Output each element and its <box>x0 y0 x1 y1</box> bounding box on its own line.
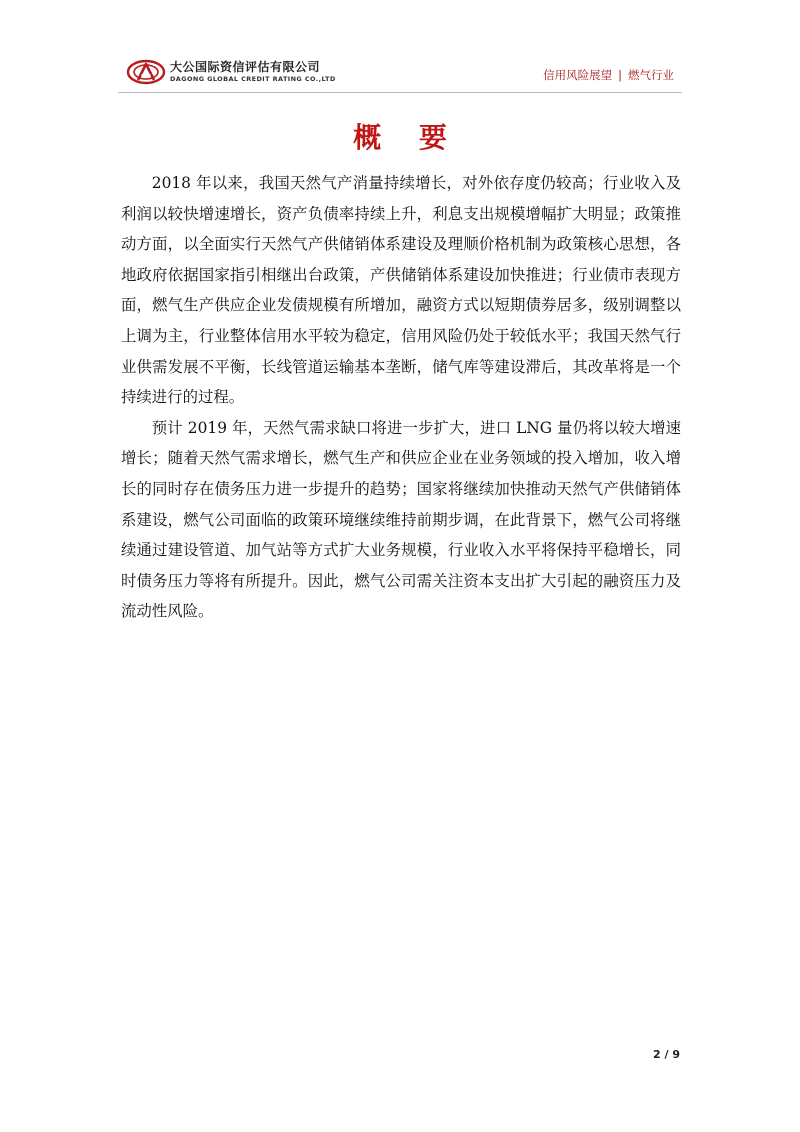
report-type: 信用风险展望 <box>543 68 613 82</box>
page-title: 概 要 <box>353 121 461 154</box>
header-separator: | <box>618 68 622 82</box>
summary-paragraph-1: 2018 年以来，我国天然气产消量持续增长，对外依存度仍较高；行业收入及利润以较快增速增长，资产负债率持续上升，利息支出规模增幅扩大明显；政策推动方面，以全面实行天然气产供储销体系建设及理顺价格机制为政策核心思想，各地政府依据国家指引相继出台政策，产供储销体系建设加快推进；行业债市表现方面，燃气生产供应企业发债规模有所增加，融资方式以短期债券居多，级别调整以上调为主，行业整体信用水平较为稳定，信用风险仍处于较低水平；我国天然气行业供需发展不平衡，长线管道运输基本垄断，储气库等建设滞后，其改革将是一个持续进行的过程。 <box>121 174 681 407</box>
summary-paragraph-2: 预计 2019 年，天然气需求缺口将进一步扩大，进口 LNG 量仍将以较大增速增长；随着天然气需求增长，燃气生产和供应企业在业务领域的投入增加，收入增长的同时存在债务压力进一步提升的趋势；国家将继续加快推动天然气产供储销体系建设，燃气公司面临的政策环境继续维持前期步调，在此背景下，燃气公司将继续通过建设管道、加气站等方式扩大业务规模，行业收入水平将保持平稳增长，同时债务压力等将有所提升。因此，燃气公司需关注资本支出扩大引起的融资压力及流动性风险。 <box>121 418 681 621</box>
header-divider <box>118 92 682 93</box>
page-header <box>118 54 682 94</box>
industry-label: 燃气行业 <box>628 68 674 82</box>
header-report-info <box>543 67 674 83</box>
dagong-logo-icon <box>126 58 166 86</box>
page-number: 2 / 9 <box>653 1048 680 1061</box>
company-name-cn: 大公国际资信评估有限公司 <box>170 60 321 74</box>
company-name-en: DAGONG GLOBAL CREDIT RATING CO.,LTD <box>170 75 336 83</box>
summary-body <box>121 168 681 627</box>
